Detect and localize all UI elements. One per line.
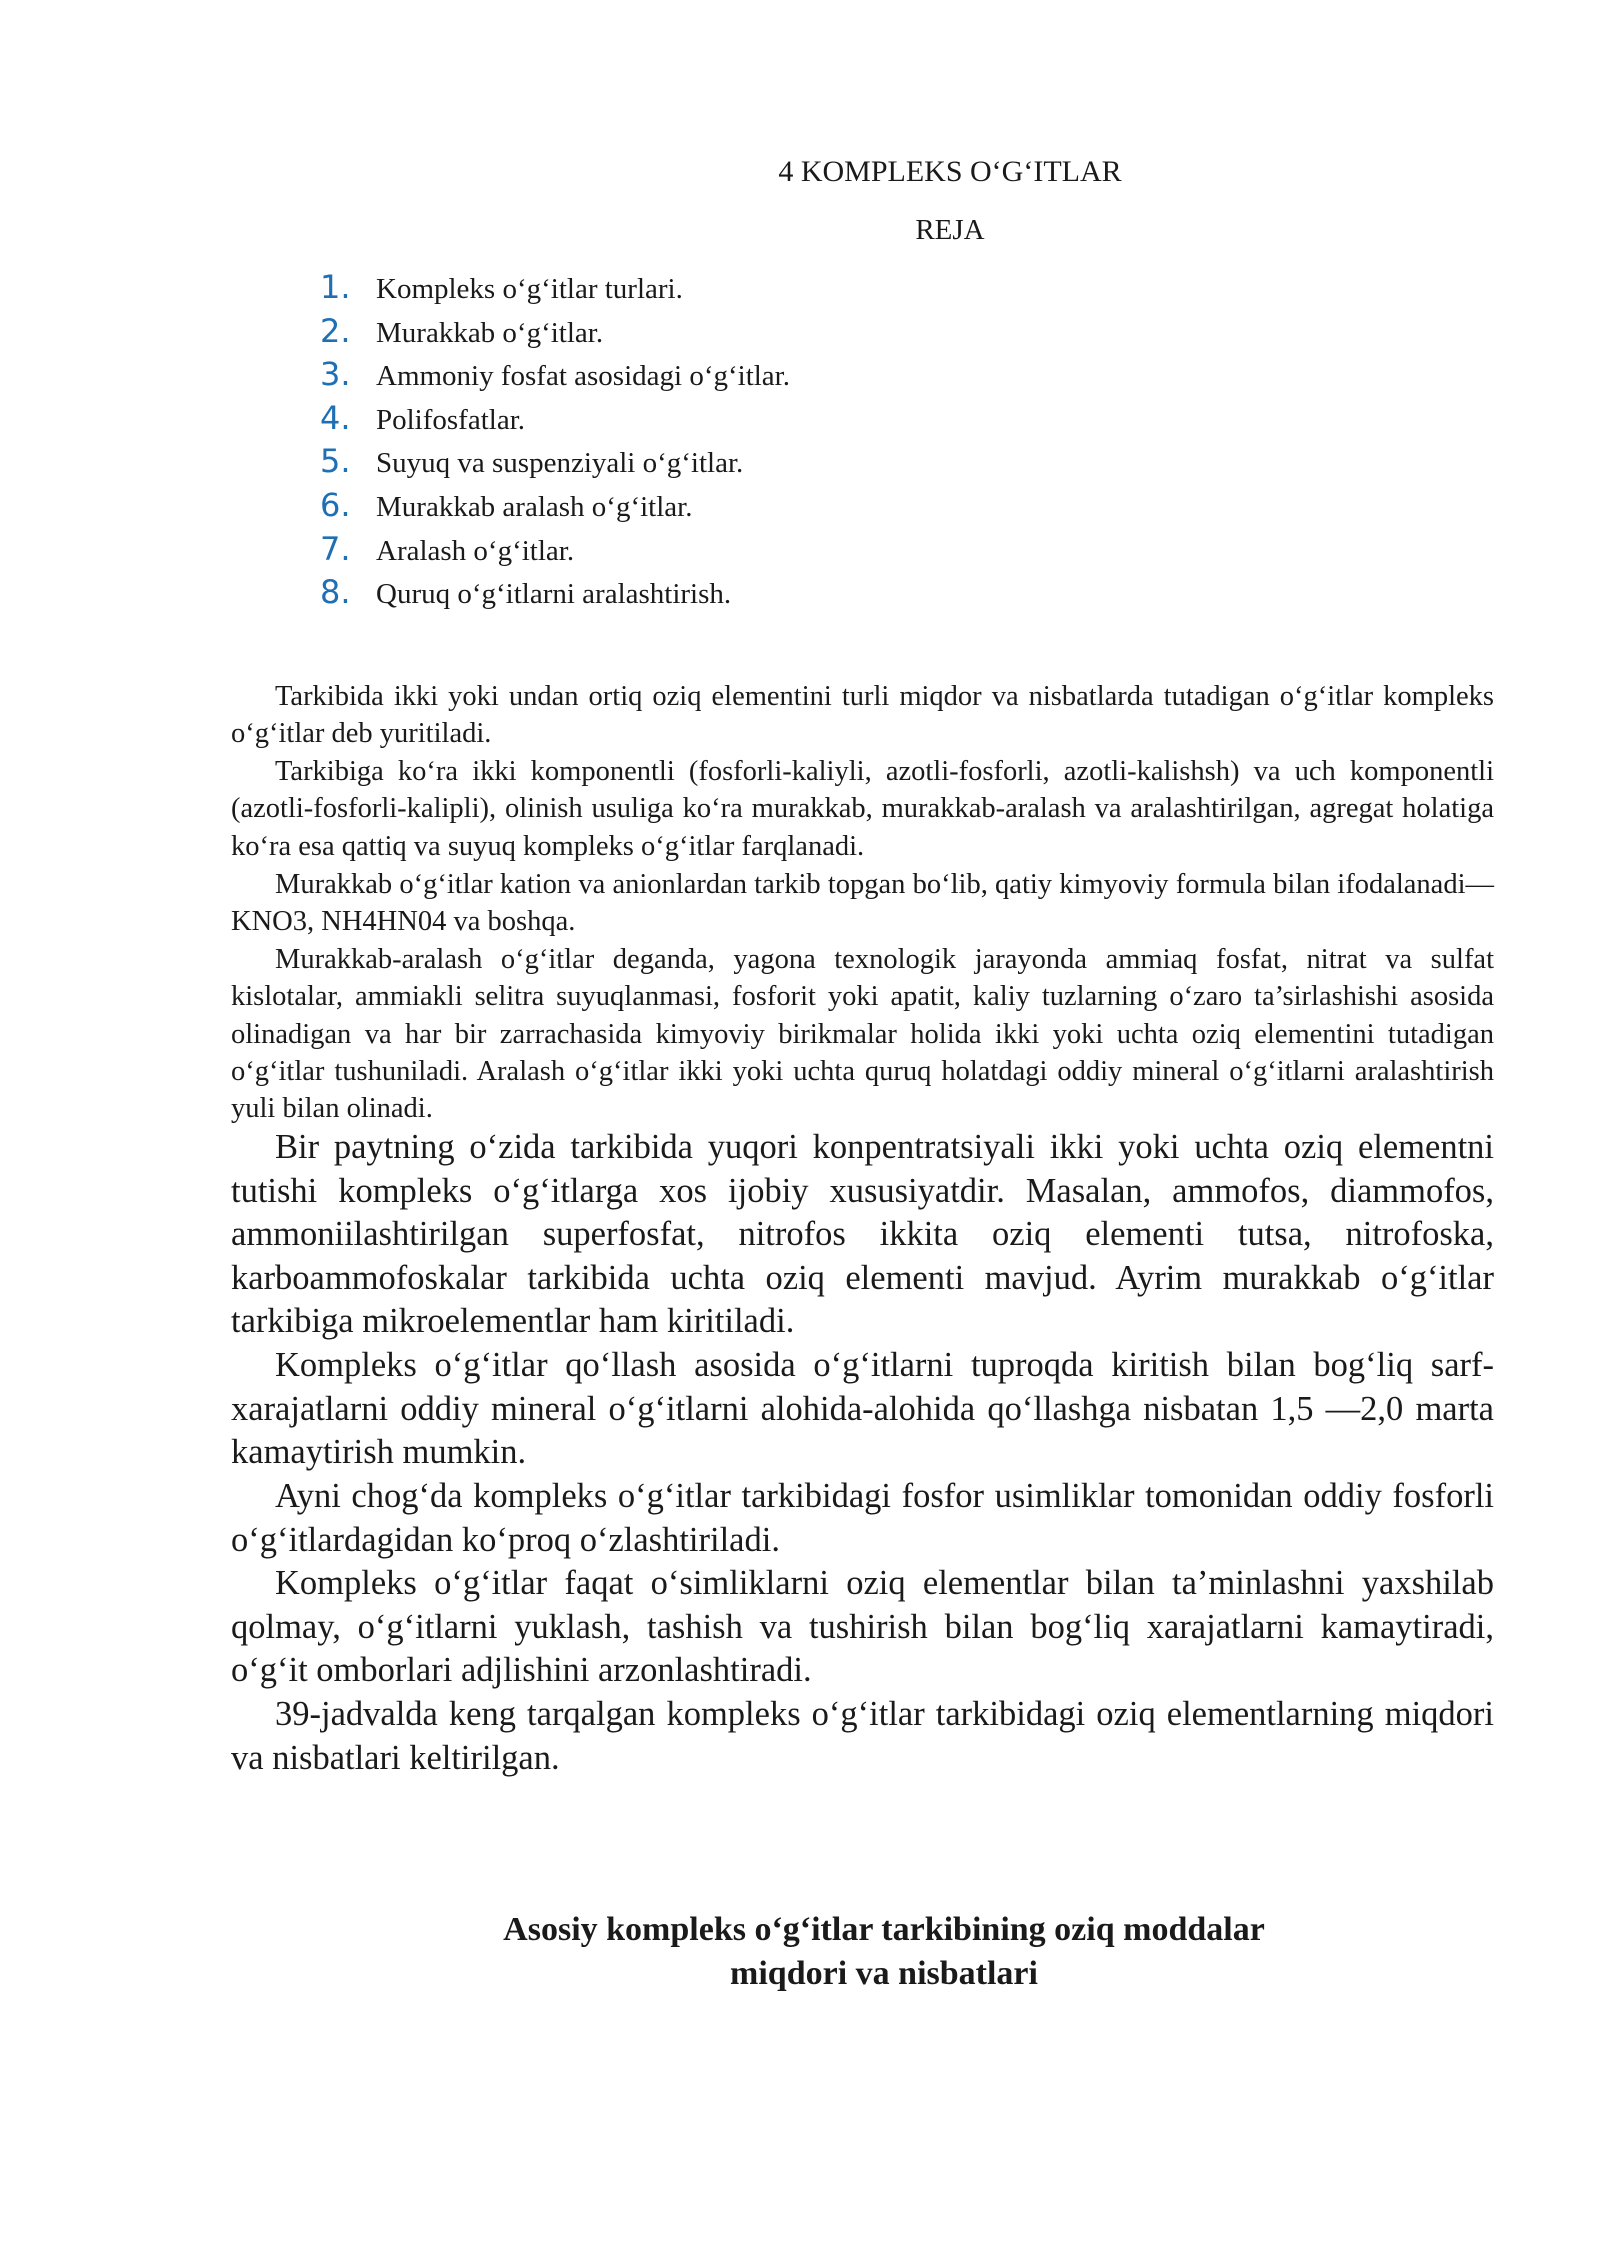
table-caption-line-1: Asosiy kompleks o‘g‘itlar tarkibining oziq moddalar (503, 1911, 1265, 1948)
plan-item (320, 399, 790, 443)
plan-item-number: 5 . (320, 442, 376, 480)
plan-item-number: 3 . (320, 355, 376, 393)
paragraph-murakkab-aralash: Murakkab-aralash o‘g‘itlar deganda, yagona texnologik jarayonda ammiaq fosfat, nitrat va sulfat kislotalar, ammiakli selitra suyuqlanmasi, fosforit yoki apatit, kaliy tuzlarning o‘zaro ta’sirlashishi asosida olinadigan va har bir zarrachasida kimyoviy birikmalar holida ikki yoki uchta oziq elementini tutadigan o‘g‘itlar tushuniladi. Aralash o‘g‘itlar ikki yoki uchta quruq holatdagi oddiy mineral o‘g‘itlarni aralashtirish yuli bilan olinadi. (231, 944, 1494, 1125)
plan-item-text: Quruq o‘g‘itlarni aralashtirish. (376, 578, 732, 611)
paragraph-murakkab: Murakkab o‘g‘itlar kation va anionlardan tarkib topgan bo‘lib, qatiy kimyoviy formula bilan ifodalanadi— KNO3, NH4HN04 va boshqa. (231, 869, 1494, 938)
plan-item (320, 268, 790, 312)
paragraph-logistics: Kompleks o‘g‘itlar faqat o‘simliklarni oziq elementlar bilan ta’minlashni yaxshilab qolmay, o‘g‘itlarni yuklash, tashish va tushirish bilan bog‘liq xarajatlarni kamaytiradi, o‘g‘it omborlari adjlishini arzonlashtiradi. (231, 1564, 1494, 1690)
plan-item (320, 442, 790, 486)
plan-item (320, 312, 790, 356)
plan-item (320, 530, 790, 574)
plan-item-number: 6 . (320, 486, 376, 524)
paragraph-advantages: Bir paytning o‘zida tarkibida yuqori konpentratsiyali ikki yoki uchta oziq elementni tutishi kompleks o‘g‘itlarga xos ijobiy xususiyatdir. Masalan, ammofos, diammofos, ammoniilashtirilgan superfosfat, nitrofos ikkita oziq elementi tutsa, nitrofoska, karboammofoskalar tarkibida uchta oziq elementi mavjud. Ayrim murakkab o‘g‘itlar tarkibiga mikroelementlar ham kiritiladi. (231, 1128, 1494, 1341)
plan-item-text: Murakkab aralash o‘g‘itlar. (376, 490, 693, 523)
plan-item (320, 486, 790, 530)
plan-item-number: 2 . (320, 312, 376, 350)
plan-item-text: Murakkab o‘g‘itlar. (376, 316, 604, 349)
plan-item (320, 573, 790, 617)
plan-item-text: Aralash o‘g‘itlar. (376, 534, 575, 567)
paragraph-phosphorus: Ayni chog‘da kompleks o‘g‘itlar tarkibidagi fosfor usimliklar tomonidan oddiy fosforli o‘g‘itlardagidan ko‘proq o‘zlashtiriladi. (231, 1477, 1494, 1559)
plan-item-number: 4 . (320, 399, 376, 437)
plan-item-number: 1 . (320, 268, 376, 306)
plan-item-text: Ammoniy fosfat asosidagi o‘g‘itlar. (376, 360, 790, 393)
plan-item (320, 355, 790, 399)
paragraph-cost-reduction: Kompleks o‘g‘itlar qo‘llash asosida o‘g‘itlarni tuproqda kiritish bilan bog‘liq sarf-xarajatlarni oddiy mineral o‘g‘itlarni alohida-alohida qo‘llashga nisbatan 1,5 —2,0 marta kamaytirish mumkin. (231, 1346, 1494, 1472)
plan-item-text: Suyuq va suspenziyali o‘g‘itlar. (376, 447, 744, 480)
table-caption (0, 1908, 1600, 1996)
chapter-title: 4 KOMPLEKS O‘G‘ITLAR (778, 155, 1122, 188)
plan-item-number: 7 . (320, 530, 376, 568)
plan-item-number: 8 . (320, 573, 376, 611)
table-caption-line-2: miqdori va nisbatlari (730, 1955, 1038, 1992)
paragraph-definition: Tarkibida ikki yoki undan ortiq oziq elementini turli miqdor va nisbatlarda tutadigan o‘g‘itlar kompleks o‘g‘itlar deb yuritiladi. (231, 681, 1494, 750)
paragraph-classification: Tarkibiga ko‘ra ikki komponentli (fosforli-kaliyli, azotli-fosforli, azotli-kalishsh) va uch komponentli (azotli-fosforli-kalipli), olinish usuliga ko‘ra murakkab, murakkab-aralash va aralashtirilgan, agregat holatiga ko‘ra esa qattiq va suyuq kompleks o‘g‘itlar farqlanadi. (231, 756, 1494, 862)
plan-item-text: Polifosfatlar. (376, 403, 526, 436)
plan-heading: REJA (915, 214, 985, 246)
plan-list (320, 268, 790, 617)
plan-item-text: Kompleks o‘g‘itlar turlari. (376, 273, 683, 305)
paragraph-table-reference: 39-jadvalda keng tarqalgan kompleks o‘g‘itlar tarkibidagi oziq elementlarning miqdori va nisbatlari keltirilgan. (231, 1695, 1494, 1777)
